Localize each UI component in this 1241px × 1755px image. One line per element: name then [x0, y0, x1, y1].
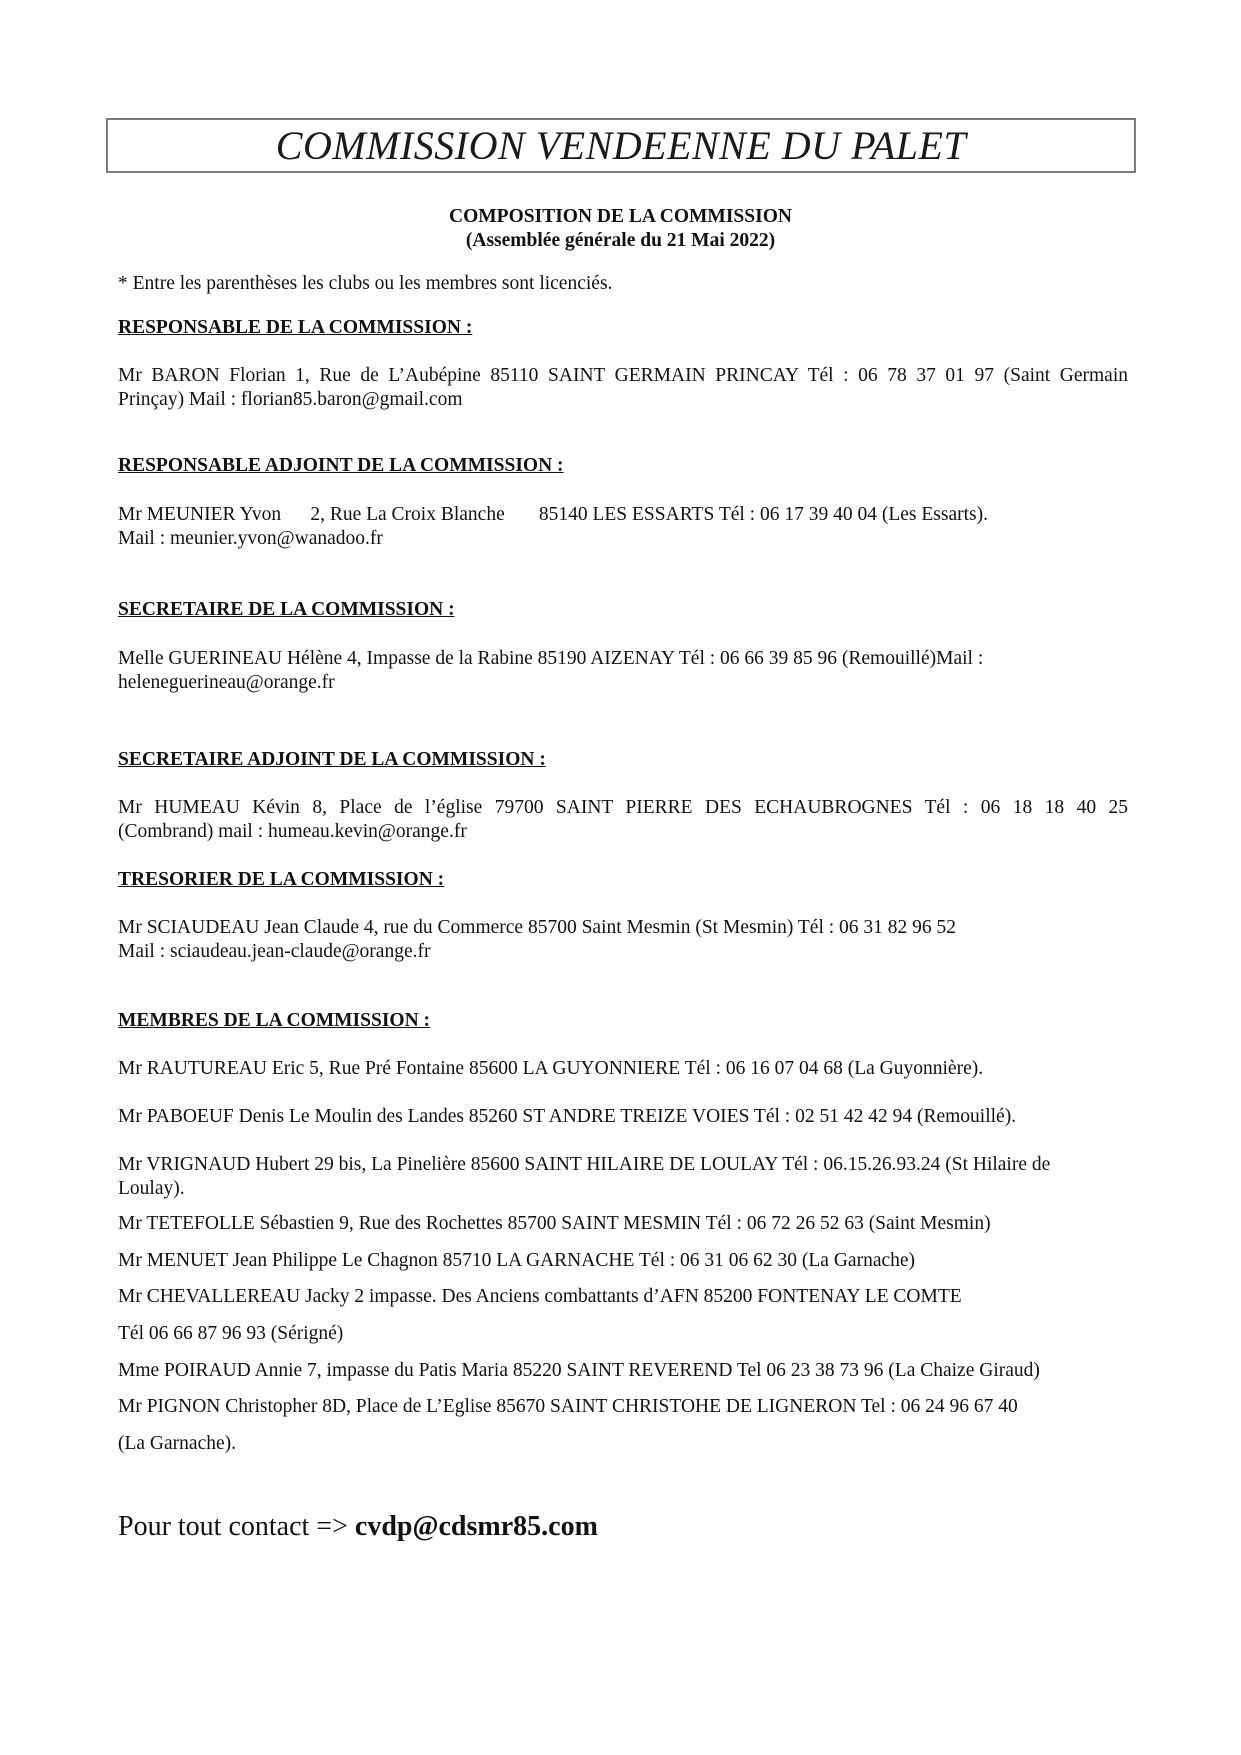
member-line: Mr VRIGNAUD Hubert 29 bis, La Pinelière 85600 SAINT HILAIRE DE LOULAY Tél : 06.15.26.93.24 (St Hilaire de	[118, 1154, 1051, 1175]
section-heading-responsable-adjoint: RESPONSABLE ADJOINT DE LA COMMISSION :	[118, 455, 564, 476]
subtitle-composition: COMPOSITION DE LA COMMISSION	[449, 206, 792, 227]
section-heading-secretaire-adjoint: SECRETAIRE ADJOINT DE LA COMMISSION :	[118, 749, 546, 770]
title-box	[106, 118, 1136, 173]
member-line: Mr TETEFOLLE Sébastien 9, Rue des Rochettes 85700 SAINT MESMIN Tél : 06 72 26 52 63 (Saint Mesmin)	[118, 1213, 991, 1234]
member-line: Loulay).	[118, 1178, 185, 1199]
responsable-line-1: Mr BARON Florian 1, Rue de L’Aubépine 85110 SAINT GERMAIN PRINCAY Tél : 06 78 37 01 97 (Saint Germain	[118, 365, 1128, 386]
section-heading-secretaire: SECRETAIRE DE LA COMMISSION :	[118, 599, 455, 620]
secretaire-line-2: heleneguerineau@orange.fr	[118, 672, 335, 693]
licence-note: * Entre les parenthèses les clubs ou les membres sont licenciés.	[118, 273, 613, 294]
member-line: Mme POIRAUD Annie 7, impasse du Patis Maria 85220 SAINT REVEREND Tel 06 23 38 73 96 (La Chaize Giraud)	[118, 1360, 1040, 1381]
contact-email-link[interactable]: cvdp@cdsmr85.com	[354, 1511, 598, 1542]
member-line: (La Garnache).	[118, 1433, 236, 1454]
member-line: Mr CHEVALLEREAU Jacky 2 impasse. Des Anciens combattants d’AFN 85200 FONTENAY LE COMTE	[118, 1286, 962, 1307]
member-line: Mr RAUTUREAU Eric 5, Rue Pré Fontaine 85600 LA GUYONNIERE Tél : 06 16 07 04 68 (La Guyonnière).	[118, 1058, 984, 1079]
member-line: Mr PABOEUF Denis Le Moulin des Landes 85260 ST ANDRE TREIZE VOIES Tél : 02 51 42 42 94 (Remouillé).	[118, 1106, 1017, 1127]
contact-prefix: Pour tout contact =>	[118, 1511, 355, 1542]
tresorier-line-1: Mr SCIAUDEAU Jean Claude 4, rue du Commerce 85700 Saint Mesmin (St Mesmin) Tél : 06 31 82 96 52	[118, 917, 957, 938]
contact-line	[118, 1511, 598, 1543]
secretaire-line-1: Melle GUERINEAU Hélène 4, Impasse de la Rabine 85190 AIZENAY Tél : 06 66 39 85 96 (Remouillé)Mail :	[118, 648, 984, 669]
responsable-line-2: Prinçay) Mail : florian85.baron@gmail.com	[118, 389, 463, 410]
member-line: Mr PIGNON Christopher 8D, Place de L’Eglise 85670 SAINT CHRISTOHE DE LIGNERON Tel : 06 24 96 67 40	[118, 1396, 1018, 1417]
section-heading-tresorier: TRESORIER DE LA COMMISSION :	[118, 869, 445, 890]
tresorier-line-2: Mail : sciaudeau.jean-claude@orange.fr	[118, 941, 431, 962]
member-line: Tél 06 66 87 96 93 (Sérigné)	[118, 1323, 344, 1344]
section-heading-responsable: RESPONSABLE DE LA COMMISSION :	[118, 317, 473, 338]
responsable-adjoint-line-2: Mail : meunier.yvon@wanadoo.fr	[118, 528, 383, 549]
page-title: COMMISSION VENDEENNE DU PALET	[275, 123, 967, 168]
section-heading-membres: MEMBRES DE LA COMMISSION :	[118, 1010, 431, 1031]
secretaire-adjoint-line-1: Mr HUMEAU Kévin 8, Place de l’église 79700 SAINT PIERRE DES ECHAUBROGNES Tél : 06 18 18 40 25	[118, 797, 1128, 818]
member-line: Mr MENUET Jean Philippe Le Chagnon 85710 LA GARNACHE Tél : 06 31 06 62 30 (La Garnache)	[118, 1250, 916, 1271]
responsable-adjoint-line-1: Mr MEUNIER Yvon 2, Rue La Croix Blanche 85140 LES ESSARTS Tél : 06 17 39 40 04 (Les Essarts).	[118, 504, 988, 525]
subtitle-assembly-date: (Assemblée générale du 21 Mai 2022)	[465, 230, 776, 251]
secretaire-adjoint-line-2: (Combrand) mail : humeau.kevin@orange.fr	[118, 821, 467, 842]
